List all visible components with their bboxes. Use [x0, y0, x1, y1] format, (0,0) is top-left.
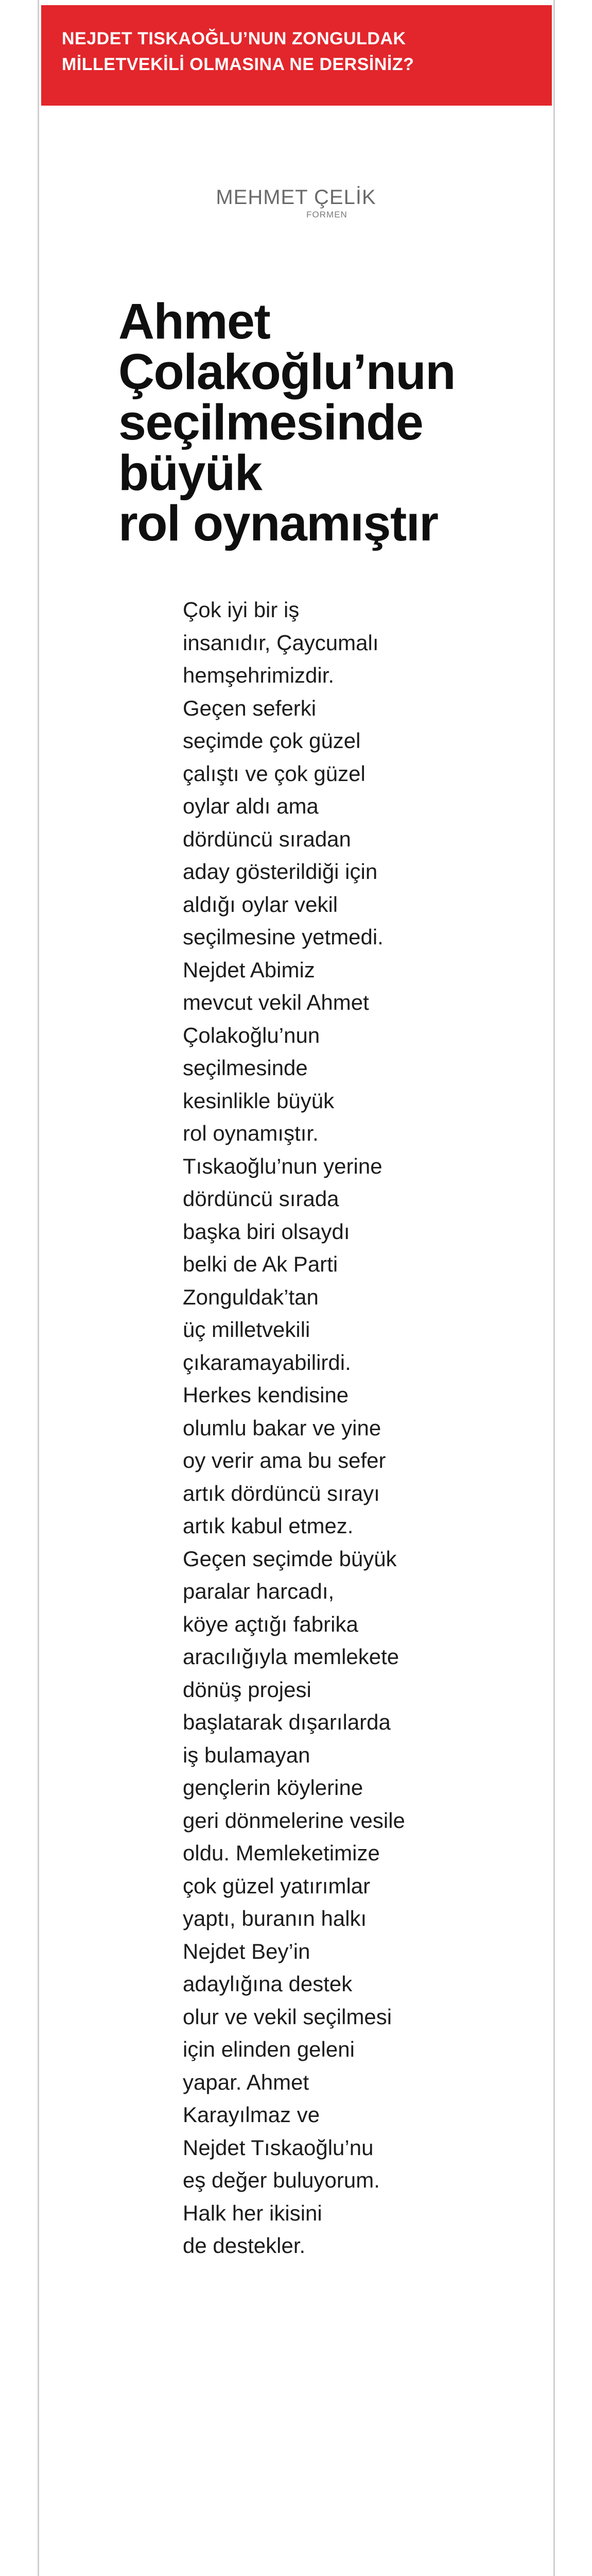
article-body: Çok iyi bir iş insanıdır, Çaycumalı hemşehrimizdir. Geçen seferki seçimde çok güzel çalıştı ve çok güzel oylar aldı ama dördüncü sıradan aday gösterildiği için aldığı oylar vekil seçilmesine yetmedi. Nejdet Abimiz mevcut vekil Ahmet Çolakoğlu’nun seçilmesinde kesinlikle büyük rol oynamıştır. Tıskaoğlu’nun yerine dördüncü sırada başka biri olsaydı belki de Ak Parti Zonguldak’tan üç milletvekili çıkaramayabilirdi. Herkes kendisine olumlu bakar ve yine oy verir ama bu sefer artık dördüncü sırayı artık kabul etmez. Geçen seçimde büyük paralar harcadı, köye açtığı fabrika aracılığıyla memlekete dönüş projesi başlatarak dışarılarda iş bulamayan gençlerin köylerine geri dönmelerine vesile oldu. Memleketimize çok güzel yatırımlar yaptı, buranın halkı Nejdet Bey’in adaylığına destek olur ve vekil seçilmesi için elinden geleni yapar. Ahmet Karayılmaz ve Nejdet Tıskaoğlu’nu eş değer buluyorum. Halk her ikisini de destekler. [183, 598, 405, 2258]
right-margin-rule [553, 0, 555, 2576]
byline [0, 185, 592, 221]
left-margin-rule [38, 0, 39, 2576]
header-band [41, 5, 552, 106]
author-name: MEHMET ÇELİK [216, 186, 376, 209]
article-headline: Ahmet Çolakoğlu’nun seçilmesinde büyük rol oynamıştır [118, 293, 456, 551]
header-question: NEJDET TISKAOĞLU’NUN ZONGULDAK MİLLETVEKİLİ OLMASINA NE DERSİNİZ? [62, 29, 414, 74]
author-role: FORMEN [306, 210, 347, 219]
